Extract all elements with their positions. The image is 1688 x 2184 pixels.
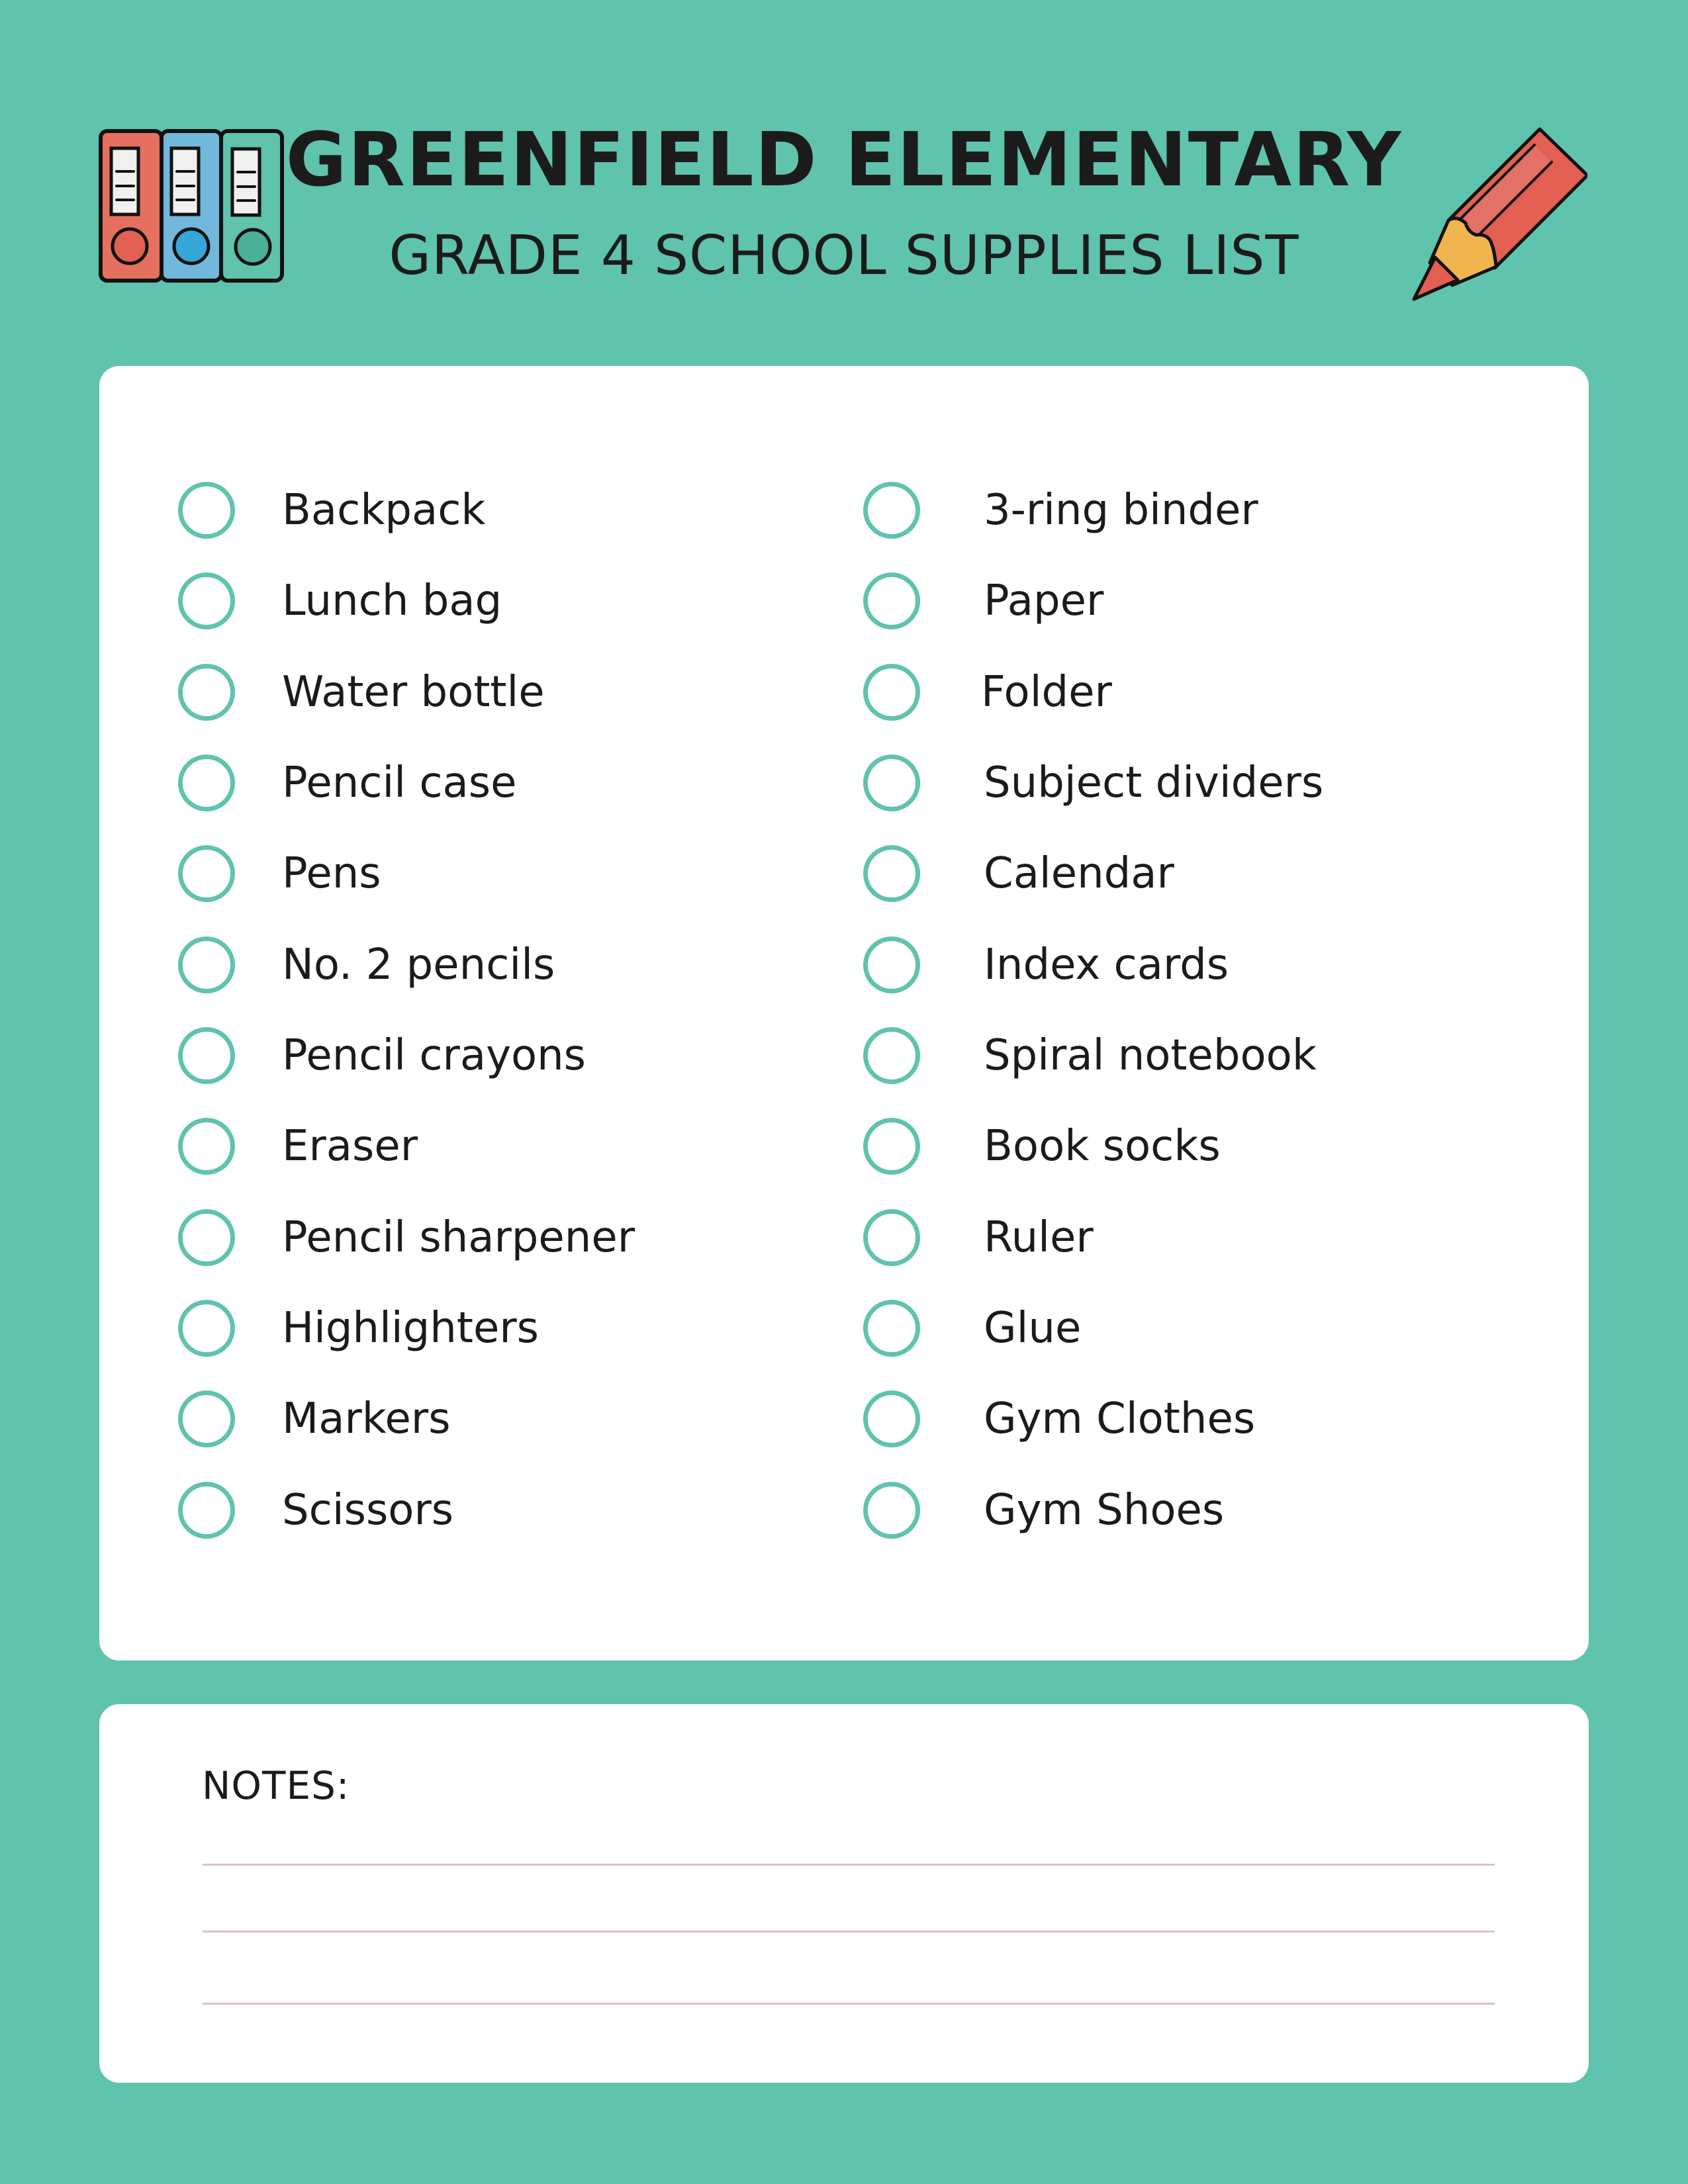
item-label: Highlighters (282, 1304, 539, 1353)
checkbox-circle[interactable] (178, 1118, 235, 1175)
checkbox-circle[interactable] (178, 845, 235, 902)
checkbox-circle[interactable] (178, 1300, 235, 1357)
checkbox-circle[interactable] (863, 1482, 920, 1539)
note-line[interactable] (203, 1864, 1495, 1866)
note-line[interactable] (203, 1931, 1495, 1933)
item-label: Spiral notebook (984, 1031, 1317, 1080)
pencil-icon (1402, 116, 1587, 301)
checkbox-circle[interactable] (863, 1300, 920, 1357)
item-label: Pens (282, 849, 381, 898)
checkbox-circle[interactable] (178, 1027, 235, 1084)
item-label: Gym Clothes (984, 1394, 1256, 1443)
page-title: GREENFIELD ELEMENTARY (285, 117, 1403, 203)
checkbox-circle[interactable] (863, 1390, 920, 1447)
checkbox-circle[interactable] (863, 1118, 920, 1175)
item-label: No. 2 pencils (282, 940, 555, 989)
item-label: Folder (981, 668, 1112, 717)
item-label: Book socks (984, 1122, 1221, 1171)
checkbox-circle[interactable] (863, 845, 920, 902)
item-label: Gym Shoes (984, 1486, 1225, 1535)
item-label: 3-ring binder (984, 486, 1258, 535)
note-line[interactable] (203, 2003, 1495, 2005)
checkbox-circle[interactable] (863, 482, 920, 539)
checkbox-circle[interactable] (178, 936, 235, 993)
checkbox-circle[interactable] (863, 664, 920, 721)
item-label: Paper (984, 576, 1104, 625)
checkbox-circle[interactable] (178, 1209, 235, 1266)
item-label: Eraser (282, 1122, 418, 1171)
item-label: Scissors (282, 1486, 454, 1535)
page-header (0, 0, 1688, 344)
item-label: Markers (282, 1394, 451, 1443)
item-label: Lunch bag (282, 576, 502, 625)
item-label: Water bottle (282, 668, 545, 717)
notes-card (99, 1704, 1589, 2083)
checkbox-circle[interactable] (863, 572, 920, 629)
checkbox-circle[interactable] (863, 936, 920, 993)
item-label: Calendar (984, 849, 1174, 898)
checkbox-circle[interactable] (178, 572, 235, 629)
checkbox-circle[interactable] (863, 1209, 920, 1266)
item-label: Backpack (282, 486, 486, 535)
checkbox-circle[interactable] (178, 664, 235, 721)
checkbox-circle[interactable] (178, 1390, 235, 1447)
item-label: Pencil case (282, 758, 517, 807)
checkbox-circle[interactable] (863, 1027, 920, 1084)
checkbox-circle[interactable] (178, 1482, 235, 1539)
notes-label: NOTES: (202, 1763, 350, 1808)
checkbox-circle[interactable] (178, 754, 235, 811)
item-label: Glue (984, 1304, 1082, 1353)
item-label: Pencil sharpener (282, 1213, 635, 1262)
item-label: Subject dividers (984, 758, 1324, 807)
item-label: Ruler (984, 1213, 1094, 1262)
checkbox-circle[interactable] (863, 754, 920, 811)
page-subtitle: GRADE 4 SCHOOL SUPPLIES LIST (389, 224, 1299, 287)
item-label: Pencil crayons (282, 1031, 586, 1080)
checklist-card (99, 366, 1589, 1661)
checkbox-circle[interactable] (178, 482, 235, 539)
item-label: Index cards (984, 940, 1229, 989)
